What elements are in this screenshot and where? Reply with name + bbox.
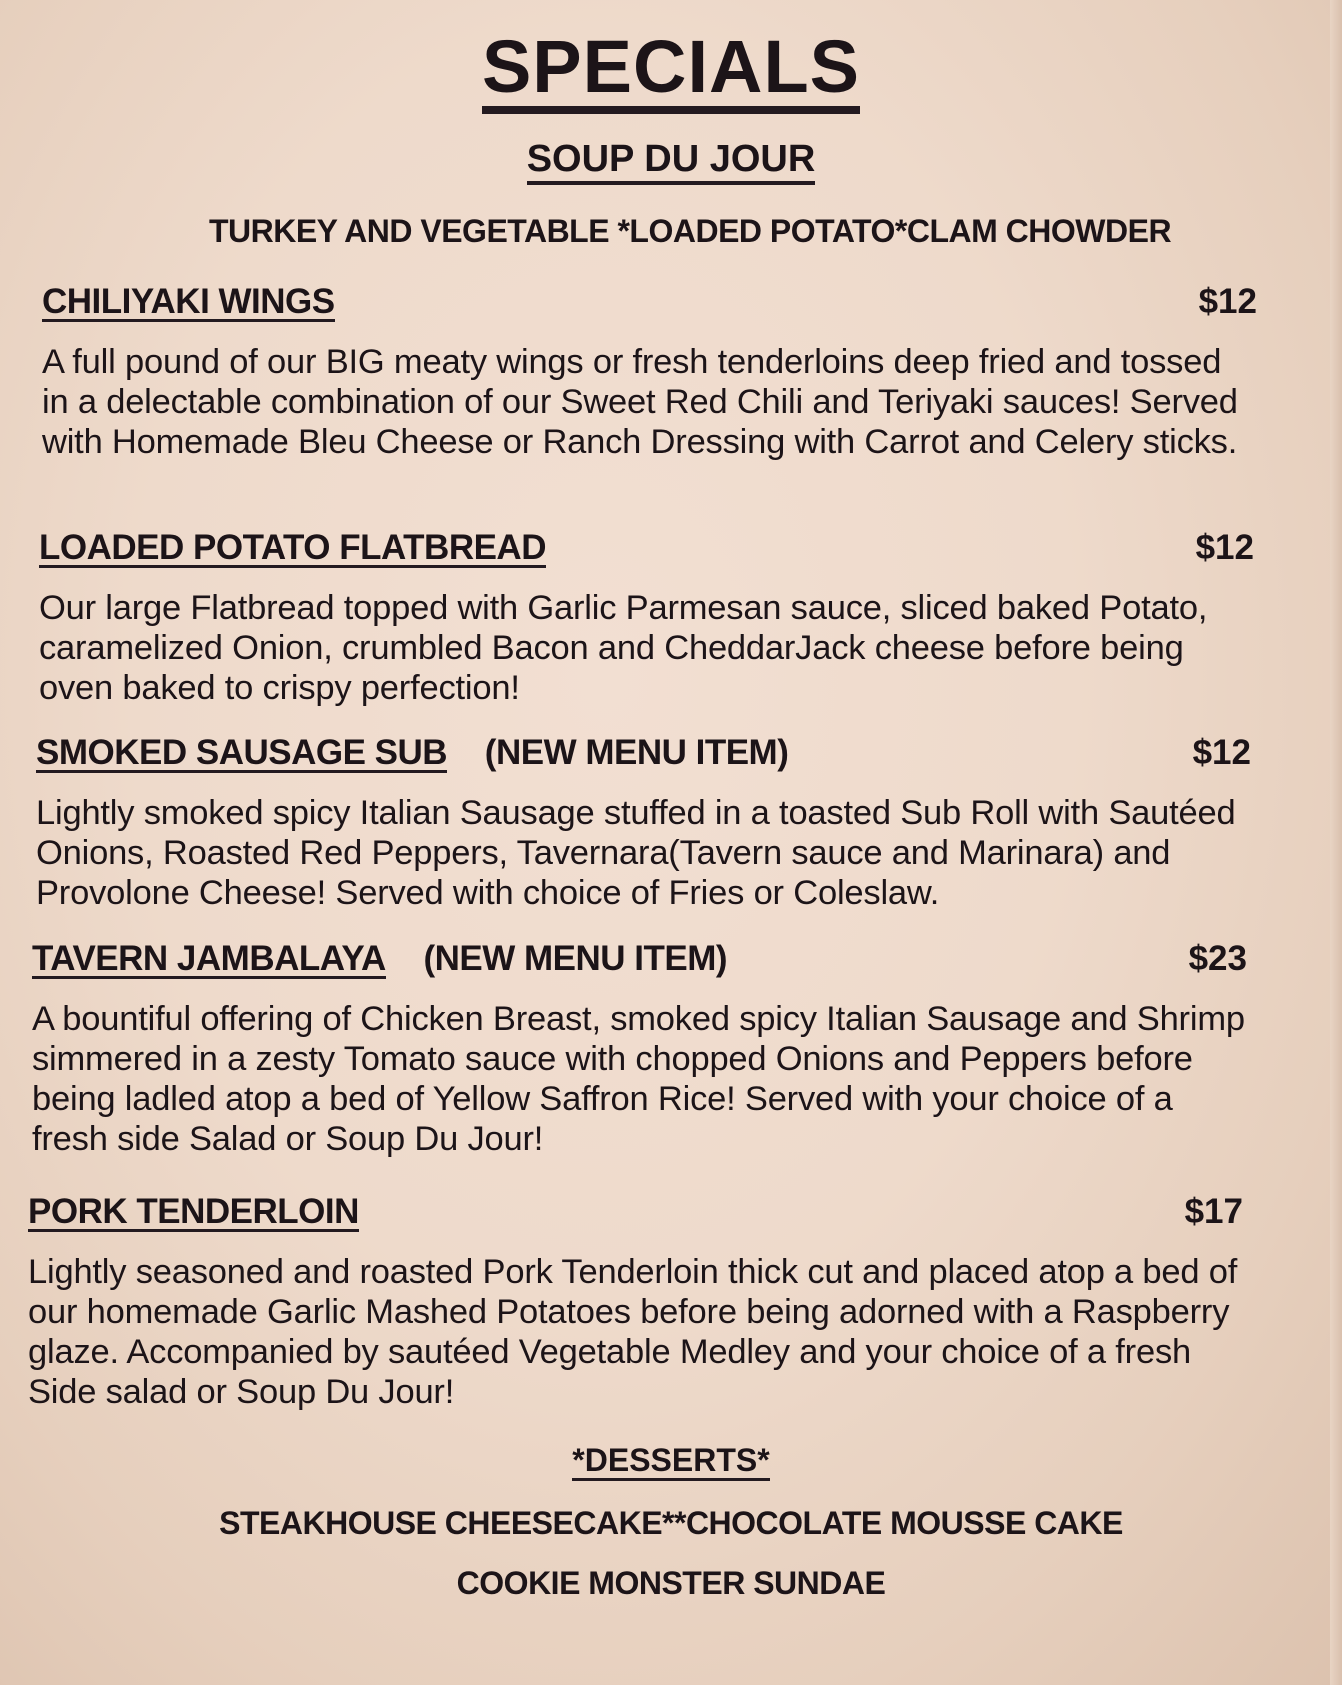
- dessert-list-line-2: COOKIE MONSTER SUNDAE: [456, 1565, 886, 1601]
- item-name: CHILIYAKI WINGS: [42, 282, 335, 321]
- item-header: [36, 731, 1251, 775]
- item-description: Lightly smoked spicy Italian Sausage stuffed in a toasted Sub Roll with Sautéed Onions, Roasted Red Peppers, Tavernara(Tavern sauce and Marinara) and Provolone Cheese! Served with choice of Fries or Coleslaw.: [36, 794, 1236, 912]
- desserts-heading-text: *DESSERTS*: [572, 1443, 769, 1481]
- dessert-list-line-1: STEAKHOUSE CHEESECAKE**CHOCOLATE MOUSSE CAKE: [219, 1505, 1123, 1541]
- menu-title: [0, 25, 1342, 114]
- item-name: TAVERN JAMBALAYA: [32, 939, 386, 978]
- item-price: $17: [1184, 1192, 1243, 1231]
- menu-item-pork-tenderloin: [28, 1190, 1243, 1412]
- menu-item-chiliyaki-wings: [42, 280, 1257, 462]
- item-header: [28, 1190, 1243, 1234]
- menu-title-text: SPECIALS: [482, 30, 860, 114]
- menu-item-smoked-sausage-sub: [36, 731, 1251, 913]
- item-name: SMOKED SAUSAGE SUB: [36, 733, 448, 772]
- soup-heading: [0, 140, 1342, 185]
- menu-item-tavern-jambalaya: [32, 937, 1247, 1159]
- item-description: A bountiful offering of Chicken Breast, smoked spicy Italian Sausage and Shrimp simmered in a zesty Tomato sauce with chopped Onions and Peppers before being ladled atop a bed of Yellow Saffron Rice! Served with your choice of a fresh side Salad or Soup Du Jour!: [32, 1000, 1245, 1158]
- item-header: [42, 280, 1257, 324]
- paper-edge: [1330, 0, 1342, 1685]
- desserts-heading: [0, 1443, 1342, 1481]
- item-price: $12: [1192, 733, 1251, 772]
- item-description: Our large Flatbread topped with Garlic Parmesan sauce, sliced baked Potato, caramelized Onion, crumbled Bacon and CheddarJack cheese before being oven baked to crispy perfection!: [39, 589, 1208, 707]
- item-price: $23: [1188, 939, 1247, 978]
- item-description: A full pound of our BIG meaty wings or fresh tenderloins deep fried and tossed in a delectable combination of our Sweet Red Chili and Teriyaki sauces! Served with Homemade Bleu Cheese or Ranch Dressing with Carrot and Celery sticks.: [42, 343, 1238, 461]
- item-name: PORK TENDERLOIN: [28, 1192, 359, 1231]
- item-header: [32, 937, 1247, 981]
- new-item-tag: (NEW MENU ITEM): [423, 939, 728, 978]
- item-price: $12: [1198, 282, 1257, 321]
- item-price: $12: [1195, 528, 1254, 567]
- new-item-tag: (NEW MENU ITEM): [484, 733, 789, 772]
- item-header: [39, 526, 1254, 570]
- soup-list: TURKEY AND VEGETABLE *LOADED POTATO*CLAM CHOWDER: [208, 213, 1172, 249]
- soup-heading-text: SOUP DU JOUR: [527, 140, 816, 185]
- item-description: Lightly seasoned and roasted Pork Tenderloin thick cut and placed atop a bed of our homemade Garlic Mashed Potatoes before being adorned with a Raspberry glaze. Accompanied by sautéed Vegetable Medley and your choice of a fresh Side salad or Soup Du Jour!: [28, 1253, 1238, 1411]
- item-name: LOADED POTATO FLATBREAD: [39, 528, 546, 567]
- menu-item-loaded-potato-flatbread: [39, 526, 1254, 708]
